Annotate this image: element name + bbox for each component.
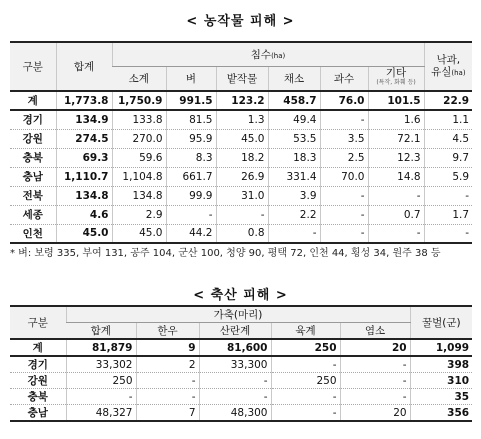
data-cell-fall: - — [424, 224, 472, 243]
data-cell-bee: 1,099 — [410, 339, 472, 356]
data-cell-veg: 49.4 — [268, 110, 320, 129]
header-gubun: 구분 — [10, 42, 56, 91]
table-row-total — [10, 339, 472, 356]
data-cell-hanwoo: 2 — [136, 356, 199, 373]
header-gubun-2: 구분 — [10, 306, 66, 339]
table-row — [10, 186, 472, 205]
header-total-2: 합계 — [66, 323, 136, 340]
data-cell-subtotal: 270.0 — [112, 129, 166, 148]
table-row — [10, 129, 472, 148]
data-cell-fall: 1.7 — [424, 205, 472, 224]
data-cell-field: 1.3 — [216, 110, 268, 129]
table-row — [10, 205, 472, 224]
data-cell-subtotal: 1,104.8 — [112, 167, 166, 186]
crop-damage-table — [10, 41, 472, 244]
row-region-cell: 전북 — [10, 186, 56, 205]
data-cell-hanwoo: - — [136, 373, 199, 389]
data-cell-subtotal: 1,750.9 — [112, 91, 166, 110]
data-cell-fruit: - — [320, 110, 368, 129]
data-cell-layer: - — [199, 389, 271, 405]
data-cell-broiler: - — [271, 405, 340, 422]
data-cell-total: 134.8 — [56, 186, 112, 205]
data-cell-fruit: 70.0 — [320, 167, 368, 186]
header-field: 밭작물 — [216, 66, 268, 91]
table-row — [10, 148, 472, 167]
table-row — [10, 110, 472, 129]
data-cell-subtotal: 45.0 — [112, 224, 166, 243]
row-region-cell: 충남 — [10, 167, 56, 186]
data-cell-hanwoo: 9 — [136, 339, 199, 356]
header-animal: 가축(마리) — [66, 306, 410, 323]
data-cell-veg: 458.7 — [268, 91, 320, 110]
header-flood-unit: (ha) — [271, 51, 286, 60]
header-subtotal: 소계 — [112, 66, 166, 91]
table-row — [10, 167, 472, 186]
data-cell-total: 1,773.8 — [56, 91, 112, 110]
data-cell-fruit: 3.5 — [320, 129, 368, 148]
data-cell-fruit: 2.5 — [320, 148, 368, 167]
data-cell-field: 31.0 — [216, 186, 268, 205]
row-region-cell: 계 — [10, 91, 56, 110]
row-region-cell: 경기 — [10, 110, 56, 129]
data-cell-field: 26.9 — [216, 167, 268, 186]
data-cell-etc: 14.8 — [368, 167, 424, 186]
data-cell-goat: - — [340, 389, 410, 405]
data-cell-hanwoo: 7 — [136, 405, 199, 422]
data-cell-bee: 35 — [410, 389, 472, 405]
data-cell-fruit: - — [320, 224, 368, 243]
row-region-cell: 강원 — [10, 373, 66, 389]
data-cell-broiler: - — [271, 389, 340, 405]
data-cell-veg: - — [268, 224, 320, 243]
data-cell-fall: 22.9 — [424, 91, 472, 110]
data-cell-field: 0.8 — [216, 224, 268, 243]
data-cell-total: 48,327 — [66, 405, 136, 422]
data-cell-field: 18.2 — [216, 148, 268, 167]
data-cell-fruit: 76.0 — [320, 91, 368, 110]
data-cell-subtotal: 2.9 — [112, 205, 166, 224]
data-cell-total: 33,302 — [66, 356, 136, 373]
data-cell-total: - — [66, 389, 136, 405]
data-cell-etc: 101.5 — [368, 91, 424, 110]
data-cell-veg: 18.3 — [268, 148, 320, 167]
row-region-cell: 계 — [10, 339, 66, 356]
data-cell-total: 134.9 — [56, 110, 112, 129]
data-cell-etc: 72.1 — [368, 129, 424, 148]
header-broiler: 육계 — [271, 323, 340, 340]
data-cell-subtotal: 133.8 — [112, 110, 166, 129]
crop-footnote: * 벼: 보령 335, 부여 131, 공주 104, 군산 100, 청양 90, 평택 72, 인천 44, 횡성 34, 원주 38 등 — [10, 248, 441, 259]
data-cell-goat: - — [340, 373, 410, 389]
table-row — [10, 405, 472, 422]
livestock-damage-title: < 축산 피해 > — [193, 288, 288, 303]
data-cell-total: 45.0 — [56, 224, 112, 243]
header-flood — [112, 42, 424, 66]
header-hanwoo: 한우 — [136, 323, 199, 340]
data-cell-subtotal: 59.6 — [112, 148, 166, 167]
row-region-cell: 충북 — [10, 148, 56, 167]
row-region-cell: 인천 — [10, 224, 56, 243]
data-cell-layer: 48,300 — [199, 405, 271, 422]
data-cell-fall: 1.1 — [424, 110, 472, 129]
data-cell-field: 45.0 — [216, 129, 268, 148]
data-cell-total: 81,879 — [66, 339, 136, 356]
data-cell-total: 4.6 — [56, 205, 112, 224]
data-cell-rice: 95.9 — [166, 129, 216, 148]
header-rice: 벼 — [166, 66, 216, 91]
data-cell-bee: 310 — [410, 373, 472, 389]
row-region-cell: 경기 — [10, 356, 66, 373]
data-cell-veg: 331.4 — [268, 167, 320, 186]
header-etc — [368, 66, 424, 91]
data-cell-hanwoo: - — [136, 389, 199, 405]
data-cell-etc: 1.6 — [368, 110, 424, 129]
data-cell-fall: - — [424, 186, 472, 205]
data-cell-total: 1,110.7 — [56, 167, 112, 186]
header-layer: 산란계 — [199, 323, 271, 340]
data-cell-fall: 9.7 — [424, 148, 472, 167]
row-region-cell: 충북 — [10, 389, 66, 405]
data-cell-broiler: - — [271, 356, 340, 373]
header-fall-line2: 유실(ha) — [431, 66, 466, 78]
data-cell-total: 250 — [66, 373, 136, 389]
data-cell-goat: - — [340, 356, 410, 373]
table-row — [10, 356, 472, 373]
row-region-cell: 강원 — [10, 129, 56, 148]
data-cell-rice: 44.2 — [166, 224, 216, 243]
table-row-total — [10, 91, 472, 110]
data-cell-goat: 20 — [340, 339, 410, 356]
header-bee: 꿀벌(군) — [410, 306, 472, 339]
data-cell-fall: 4.5 — [424, 129, 472, 148]
data-cell-etc: 0.7 — [368, 205, 424, 224]
data-cell-total: 69.3 — [56, 148, 112, 167]
data-cell-bee: 356 — [410, 405, 472, 422]
data-cell-veg: 53.5 — [268, 129, 320, 148]
table-row — [10, 389, 472, 405]
data-cell-broiler: 250 — [271, 373, 340, 389]
data-cell-fall: 5.9 — [424, 167, 472, 186]
data-cell-field: 123.2 — [216, 91, 268, 110]
table-row — [10, 224, 472, 243]
header-fruit: 과수 — [320, 66, 368, 91]
data-cell-layer: 33,300 — [199, 356, 271, 373]
data-cell-rice: 81.5 — [166, 110, 216, 129]
data-cell-etc: 12.3 — [368, 148, 424, 167]
data-cell-rice: - — [166, 205, 216, 224]
data-cell-rice: 99.9 — [166, 186, 216, 205]
header-flood-label: 침수 — [250, 48, 272, 61]
data-cell-layer: - — [199, 373, 271, 389]
row-region-cell: 충남 — [10, 405, 66, 422]
data-cell-rice: 991.5 — [166, 91, 216, 110]
data-cell-total: 274.5 — [56, 129, 112, 148]
header-etc-label: 기타 — [385, 67, 407, 80]
livestock-damage-table — [10, 305, 472, 422]
table-row — [10, 373, 472, 389]
header-total: 합계 — [56, 42, 112, 91]
data-cell-veg: 2.2 — [268, 205, 320, 224]
data-cell-field: - — [216, 205, 268, 224]
header-goat: 염소 — [340, 323, 410, 340]
data-cell-fruit: - — [320, 186, 368, 205]
data-cell-veg: 3.9 — [268, 186, 320, 205]
data-cell-bee: 398 — [410, 356, 472, 373]
data-cell-subtotal: 134.8 — [112, 186, 166, 205]
data-cell-rice: 661.7 — [166, 167, 216, 186]
header-veg: 채소 — [268, 66, 320, 91]
header-etc-note: (특작, 화훼 등) — [376, 79, 416, 87]
data-cell-fruit: - — [320, 205, 368, 224]
row-region-cell: 세종 — [10, 205, 56, 224]
data-cell-etc: - — [368, 186, 424, 205]
data-cell-etc: - — [368, 224, 424, 243]
data-cell-broiler: 250 — [271, 339, 340, 356]
data-cell-layer: 81,600 — [199, 339, 271, 356]
data-cell-goat: 20 — [340, 405, 410, 422]
data-cell-rice: 8.3 — [166, 148, 216, 167]
header-fall-line1: 낙과, — [436, 54, 461, 66]
header-fall — [424, 42, 472, 91]
crop-damage-title: < 농작물 피해 > — [186, 14, 295, 29]
